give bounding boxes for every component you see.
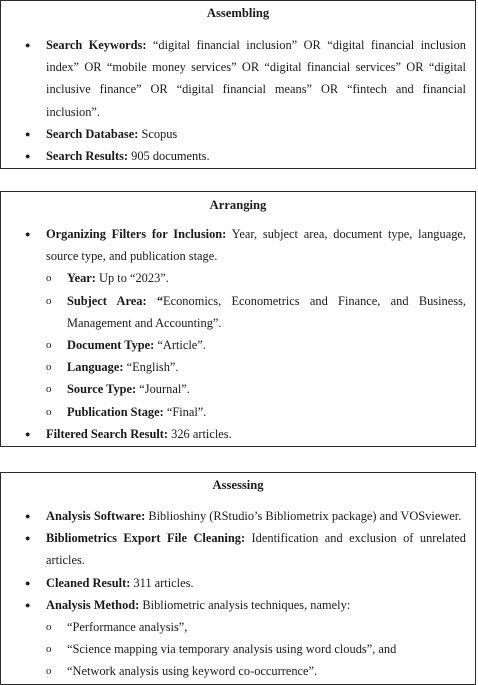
list-item (1, 527, 475, 571)
assessing-box (0, 472, 476, 685)
circle-bullet-icon: o (46, 643, 52, 656)
list-item (1, 423, 475, 445)
circle-bullet-icon: o (46, 361, 52, 374)
list-item (1, 145, 475, 167)
circle-bullet-icon: o (46, 405, 52, 418)
item-label: Organizing Filters for Inclusion: (46, 227, 227, 241)
sub-list-item (1, 638, 475, 660)
arranging-list (1, 223, 475, 445)
item-label: Cleaned Result: (46, 575, 131, 590)
bullet-icon: ● (25, 533, 31, 544)
sub-item-text: “Article”. (154, 338, 206, 353)
circle-bullet-icon: o (46, 665, 52, 678)
item-text: Biblioshiny (RStudio’s Bibliometrix package) and VOSviewer. (145, 509, 462, 523)
item-label: Search Database: (46, 126, 139, 141)
sub-item-text: Up to “2023”. (95, 271, 169, 286)
item-text: Identification and exclusion of unrelated articles. (46, 531, 466, 568)
list-item (1, 505, 475, 527)
circle-bullet-icon: o (46, 294, 52, 307)
circle-bullet-icon: o (46, 272, 52, 285)
sub-item-label: Document Type: (67, 338, 155, 353)
item-text: Bibliometric analysis techniques, namely: (139, 597, 351, 612)
sub-item-text: “Performance analysis”, (67, 620, 188, 635)
sub-list-item (1, 290, 475, 334)
sub-item-text: “Journal”. (136, 382, 190, 397)
list-item (1, 572, 475, 594)
list-item (1, 223, 475, 267)
item-label: Search Results: (46, 149, 129, 164)
sub-list-item (1, 660, 475, 682)
assembling-box (0, 0, 476, 169)
sub-list-item (1, 616, 475, 638)
assembling-title: Assembling (206, 6, 270, 20)
item-label: Bibliometrics Export File Cleaning: (46, 531, 246, 546)
sub-item-text: “Final”. (163, 404, 207, 419)
item-label: Analysis Software: (46, 509, 146, 523)
list-item (1, 123, 475, 145)
bullet-icon: ● (25, 40, 31, 50)
sub-list-item (1, 378, 475, 400)
circle-bullet-icon: o (46, 339, 52, 352)
sub-item-label: Publication Stage: (67, 404, 164, 419)
arranging-title: Arranging (209, 198, 267, 212)
sub-item-text: “Network analysis using keyword co-occurrence”. (67, 664, 318, 679)
sub-list-item (1, 401, 475, 423)
sub-item-text: Economics, Econometrics and Finance, and Business, Management and Accounting”. (67, 293, 466, 330)
item-label: Search Keywords: (46, 38, 147, 52)
sub-item-text: “English”. (123, 360, 179, 375)
bullet-icon: ● (25, 151, 31, 162)
circle-bullet-icon: o (46, 383, 52, 396)
bullet-icon: ● (25, 428, 31, 439)
list-item (1, 594, 475, 616)
sub-item-label: Year: (67, 271, 96, 286)
sub-list-item (1, 356, 475, 378)
sub-item-text: “Science mapping via temporary analysis using word clouds”, and (67, 642, 397, 657)
item-text: Year, subject area, document type, language, source type, and publication stage. (46, 227, 466, 264)
item-text: Scopus (138, 126, 178, 141)
bullet-icon: ● (25, 599, 31, 610)
assessing-list (1, 505, 475, 683)
arranging-box (0, 191, 476, 447)
list-item (1, 34, 475, 123)
assembling-list (1, 34, 475, 167)
sub-list-item (1, 334, 475, 356)
bullet-icon: ● (25, 128, 31, 139)
bullet-icon: ● (25, 577, 31, 588)
bullet-icon: ● (25, 229, 31, 239)
bullet-icon: ● (25, 511, 31, 521)
item-label: Analysis Method: (46, 597, 140, 612)
sub-list-item (1, 267, 475, 289)
item-label: Filtered Search Result: (46, 426, 169, 441)
circle-bullet-icon: o (46, 621, 52, 634)
sub-item-label: Subject Area: “ (67, 293, 164, 308)
sub-item-label: Source Type: (67, 382, 137, 397)
item-text: 326 articles. (168, 426, 232, 441)
sub-item-label: Language: (67, 360, 124, 375)
item-text: 311 articles. (130, 575, 194, 590)
item-text: “digital financial inclusion” OR “digital financial inclusion index” OR “mobile money services” OR “digital financial services” OR “digital inclusive finance” OR “digital financial means” OR “fintech and financial inclusion”. (46, 38, 467, 119)
item-text: 905 documents. (128, 149, 210, 164)
assessing-title: Assessing (212, 478, 264, 492)
